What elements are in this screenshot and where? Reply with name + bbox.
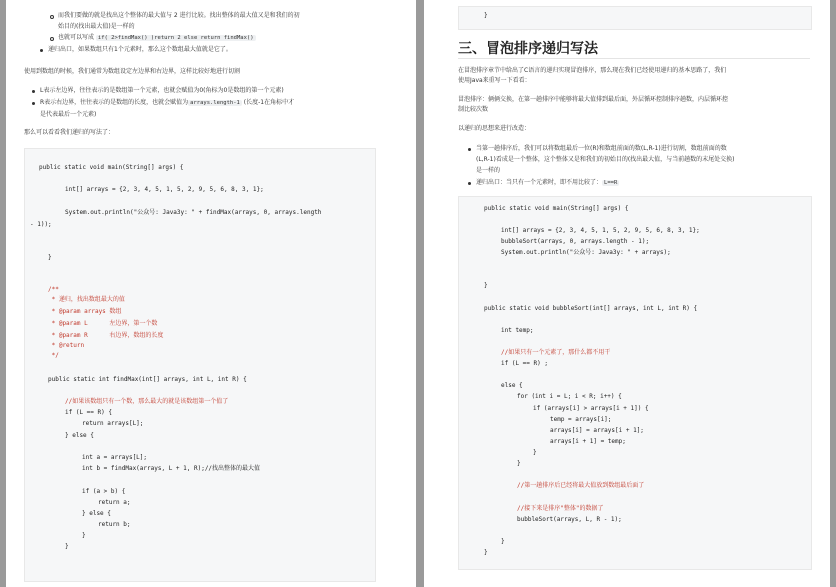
code-comment: //如果该数组只有一个数，那么最大的就是该数组第一个值了: [65, 398, 229, 405]
code-line: bubbleSort(arrays, L, R - 1);: [517, 516, 622, 523]
code-line: else {: [501, 382, 523, 389]
paragraph-line: 是代表最后一个元素): [40, 111, 97, 118]
paragraph-line: 那么可以看看我们递归的写法了：: [24, 129, 115, 136]
right-page: [424, 0, 830, 587]
paragraph-line: 递归出口，如果数组只有1个元素时，那么这个数组最大值就是它了。: [48, 46, 232, 53]
bullet-icon: [32, 102, 35, 105]
code-line: }: [484, 549, 488, 556]
code-line: int a = arrays[L];: [82, 454, 148, 461]
paragraph-line: 当第一趟排序后，我们可以将数组最后一位(R)和数组前面的数(L,R-1)进行切割，数组前面的数: [476, 145, 727, 152]
code-line: }: [501, 538, 505, 545]
code-line: return a;: [98, 499, 131, 506]
code-comment: //如果只有一个元素了，那什么都不用干: [501, 349, 611, 356]
bullet-icon: [32, 90, 35, 93]
code-line: }: [533, 449, 537, 456]
code-line: arrays[i] = arrays[i + 1];: [550, 427, 644, 434]
bullet-icon: [50, 37, 54, 41]
code-comment: * @param arrays 数组: [48, 308, 122, 315]
paragraph-line: 使用Java来重写一下看看：: [458, 77, 531, 84]
paragraph-line: L表示左边界，往往表示的是数组第一个元素，也就会赋值为0(角标为0是数组的第一个元素): [40, 87, 284, 94]
paragraph-line: [476, 178, 619, 188]
code-line: int b = findMax(arrays, L + 1, R);//找出整体的最大值: [82, 465, 261, 472]
code-line: }: [484, 282, 488, 289]
code-comment: /**: [48, 286, 59, 293]
code-line: }: [517, 460, 521, 467]
code-line: public static void bubbleSort(int[] arrays, int L, int R) {: [484, 305, 698, 312]
code-line: System.out.println("公众号: Java3y: " + findMax(arrays, 0, arrays.length: [65, 209, 322, 216]
code-line: temp = arrays[i];: [550, 416, 612, 423]
code-line: return arrays[L];: [82, 420, 144, 427]
text-span: (长度-1在角标中才: [241, 99, 295, 106]
code-line: } else {: [65, 432, 94, 439]
left-page: [6, 0, 416, 587]
code-line: if (L == R) ;: [501, 360, 548, 367]
code-line: System.out.println("公众号: Java3y: " + arrays);: [501, 249, 671, 256]
paragraph-line: [58, 33, 256, 43]
paragraph-line: 冒泡排序：俩俩交换，在第一趟排序中能够将最大值排到最后面，外层循环控制排序趟数，内层循环控: [458, 96, 729, 103]
code-line: if (arrays[i] > arrays[i + 1]) {: [533, 405, 649, 412]
text-span: 递归出口：当只有一个元素时，即不用比较了：: [476, 179, 603, 186]
code-line: bubbleSort(arrays, 0, arrays.length - 1);: [501, 238, 650, 245]
code-line: }: [48, 254, 52, 261]
inline-code: if( 2>findMax() )return 2 else return findMax(): [97, 35, 254, 41]
code-line: for (int i = L; i < R; i++) {: [517, 393, 622, 400]
code-line: }: [65, 543, 69, 550]
paragraph-line: 以递归的思想来进行改造：: [458, 125, 531, 132]
code-line: if (L == R) {: [65, 409, 112, 416]
code-comment: */: [48, 352, 59, 359]
paragraph-line: 在冒泡排序章节中给出了C语言的递归实现冒泡排序，那么现在我们已经使用递归的基本思路了，我们: [458, 67, 727, 74]
paragraph-line: 制比较次数: [458, 106, 489, 113]
paragraph-line: 使用到数组的时候，我们通常为数组设定左边界和右边界，这样比较好地进行切割: [24, 68, 241, 75]
code-line: public static void main(String[] args) {: [484, 205, 629, 212]
code-comment: * @param R 右边界，数组的长度: [48, 332, 164, 339]
inline-code: arrays.length-1: [190, 100, 240, 106]
code-comment: * @param L 左边界，第一个数: [48, 320, 158, 327]
text-span: 也就可以写成: [58, 34, 96, 41]
bullet-icon: [50, 15, 54, 19]
code-line: }: [484, 12, 488, 19]
paragraph-line: (L,R-1)看成是一个整体，这个整体又是和我们的初始目的(找出最大值，与当前趟数的末尾处交换): [476, 156, 735, 163]
code-line: int[] arrays = {2, 3, 4, 5, 1, 5, 2, 9, 5, 6, 8, 3, 1};: [501, 227, 700, 234]
heading-divider: [458, 58, 810, 59]
code-comment: //接下来是排序"整体"的数据了: [517, 505, 604, 512]
code-line: public static int findMax(int[] arrays, int L, int R) {: [48, 376, 247, 383]
text-span: R表示右边界，往往表示的是数组的长度，也就会赋值为: [40, 99, 189, 106]
paragraph-line: 而我们要做的就是找出这个整体的最大值与 2 进行比较。找出整体的最大值又是和我们的初: [58, 12, 300, 19]
inline-code: L==R: [604, 180, 618, 186]
code-line: arrays[i + 1] = temp;: [550, 438, 626, 445]
paragraph-line: [40, 98, 294, 108]
section-heading: 三、冒泡排序递归写法: [458, 41, 598, 57]
code-comment: * @return: [48, 342, 85, 349]
code-line: int[] arrays = {2, 3, 4, 5, 1, 5, 2, 9, 5, 6, 8, 3, 1};: [65, 186, 264, 193]
bullet-icon: [40, 49, 43, 52]
code-line: - 1));: [30, 221, 52, 228]
code-block: [458, 6, 812, 30]
code-comment: //第一趟排序后已经将最大值放到数组最后面了: [517, 482, 645, 489]
code-line: if (a > b) {: [82, 488, 126, 495]
bullet-icon: [468, 182, 471, 185]
code-line: int temp;: [501, 327, 534, 334]
paragraph-line: 始目的(找出最大值)是一样的: [58, 23, 135, 30]
paragraph-line: 是一样的: [476, 167, 501, 174]
code-line: public static void main(String[] args) {: [39, 164, 184, 171]
code-line: } else {: [82, 510, 111, 517]
bullet-icon: [468, 148, 471, 151]
code-comment: * 递归，找出数组最大的值: [48, 296, 125, 303]
code-line: return b;: [98, 521, 131, 528]
code-line: }: [82, 532, 86, 539]
